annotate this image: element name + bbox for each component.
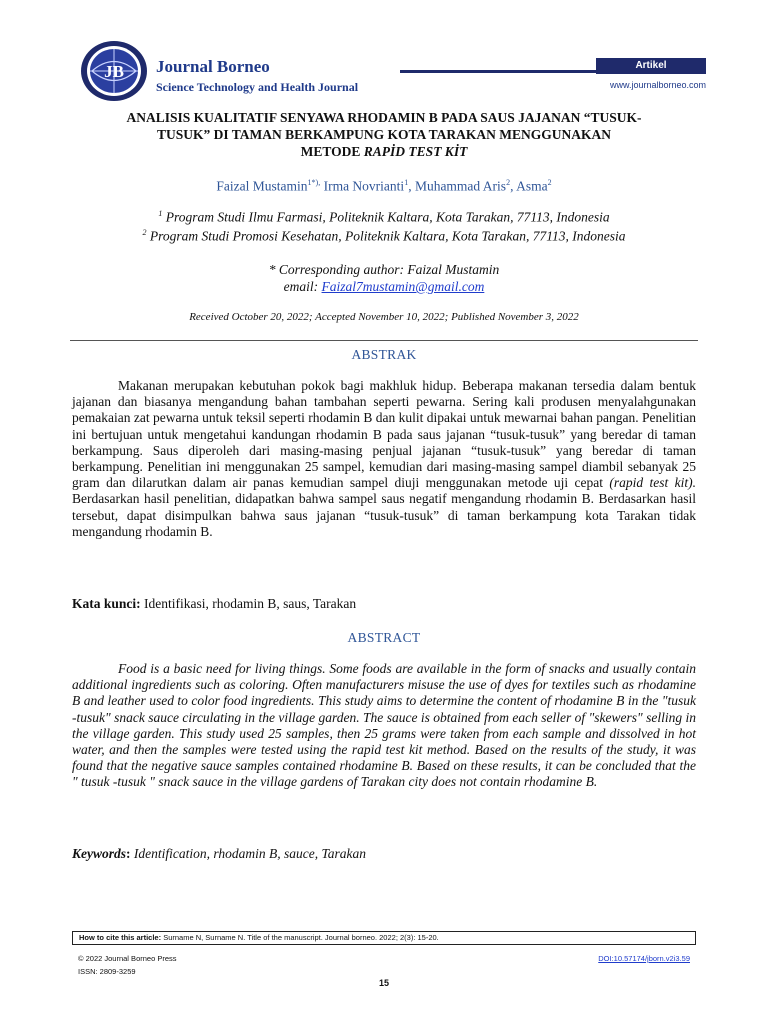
corresponding-author: * Corresponding author: Faizal Mustamin <box>268 262 500 277</box>
journal-header <box>0 0 768 100</box>
doi-link[interactable]: DOI:10.57174/jborn.v2i3.59 <box>598 954 690 963</box>
article-type-badge: Artikel <box>596 58 706 74</box>
svg-text:JB: JB <box>104 62 124 81</box>
title-line-1: ANALISIS KUALITATIF SENYAWA RHODAMIN B PADA SAUS JAJANAN “TUSUK- <box>126 110 642 125</box>
article-title <box>70 109 698 160</box>
how-to-cite-box: How to cite this article: Surname N, Surname N. Title of the manuscript. Journal borneo. 2022; 2(3): 15-20. <box>72 931 696 945</box>
affiliation-1: $^1$ Program Studi Ilmu Farmasi, Politeknik Kaltara, Kota Tarakan, 77113, Indonesia <box>158 209 610 225</box>
author-name: Irma Novrianti <box>323 178 405 194</box>
journal-subtitle: Science Technology and Health Journal <box>156 80 359 94</box>
abstrak-body: Makanan merupakan kebutuhan pokok bagi makhluk hidup. Beberapa makanan tersedia dalam bentuk jajanan dan biasanya mengandung bahan tambahan seperti pewarna. Sering kali produsen menyalahgunakan pemakaian zat pewarna untuk teksil seperti rhodamin B dan kulit dipakai untuk mewarnai bahan pangan. Penelitian ini bertujuan untuk mengetahui kandungan rhodamin B pada saus jajanan “tusuk-tusuk” yang beredar di taman berkampung. Saus diperoleh dari masing-masing penjual jajanan “tusuk-tusuk” yang beredar di taman berkampung. Penelitian ini menggunakan 25 sampel, kemudian dari masing-masing sampel diambil sebanyak 25 gram dan dilarutkan dalam air panas kemudian sampel diuji menggunakan metode uji cepat (rapid test kit). Berdasarkan hasil penelitian, didapatkan bahwa sampel saus negatif mengandung rhodamin B. Berdasarkan hasil tersebut, dapat disimpulkan bahwa saus jajanan “tusuk-tusuk” di taman berkampung kota Tarakan tidak mengandung rhodamin B. <box>72 378 696 539</box>
publication-dates: Received October 20, 2022; Accepted November 10, 2022; Published November 3, 2022 <box>189 311 579 323</box>
author-list: Faizal Mustamin$^{1*),}$ Irma Novrianti$^1$, Muhammad Aris$^2$, Asma$^2$ <box>216 178 552 194</box>
author-name: Muhammad Aris <box>414 178 507 194</box>
keywords: Keywords: Identification, rhodamin B, sauce, Tarakan <box>72 846 366 861</box>
abstrak-heading: ABSTRAK <box>351 347 417 362</box>
abstract-body: Food is a basic need for living things. Some foods are available in the form of snacks and usually contain additional ingredients such as coloring. Often manufacturers misuse the use of dyes for textiles such as rhodamine B and leather used to color food ingredients. This study aims to determine the content of rhodamine B in the "tusuk -tusuk" snack sauce circulating in the village garden. The sauce is obtained from each seller of "skewers" selling in the village garden. This study used 25 samples, then 25 grams were taken from each sample and dissolved in hot water, and then the samples were tested using the rapid test kit method. Based on the results of the study, it was found that the negative sauce samples contained rhodamine B. Based on these results, it can be concluded that the " tusuk -tusuk " snack sauce in the village gardens of Tarakan city does not contain rhodamine B. <box>72 661 696 790</box>
journal-website-link[interactable]: www.journalborneo.com <box>609 80 706 90</box>
page-number: 15 <box>378 978 389 988</box>
section-divider <box>70 340 698 341</box>
journal-name: Journal Borneo <box>156 57 270 76</box>
kata-kunci: Kata kunci: Identifikasi, rhodamin B, saus, Tarakan <box>72 596 357 611</box>
corresponding-email: email: Faizal7mustamin@gmail.com <box>283 279 485 294</box>
journal-logo-icon <box>80 40 148 102</box>
title-line-2: TUSUK” DI TAMAN BERKAMPUNG KOTA TARAKAN MENGGUNAKAN <box>156 127 612 142</box>
author-name: Asma <box>516 178 548 194</box>
title-line-3: METODE RAPİD TEST KİT <box>300 144 468 159</box>
author-name: Faizal Mustamin <box>216 178 308 194</box>
header-divider <box>400 70 596 73</box>
abstract-heading: ABSTRACT <box>347 630 421 645</box>
copyright-notice: © 2022 Journal Borneo Press <box>78 954 177 963</box>
affiliation-2: $^2$ Program Studi Promosi Kesehatan, Politeknik Kaltara, Kota Tarakan, 77113, Indonesia <box>142 228 626 244</box>
email-link[interactable]: Faizal7mustamin@gmail.com <box>321 279 485 294</box>
issn: ISSN: 2809-3259 <box>78 967 136 976</box>
